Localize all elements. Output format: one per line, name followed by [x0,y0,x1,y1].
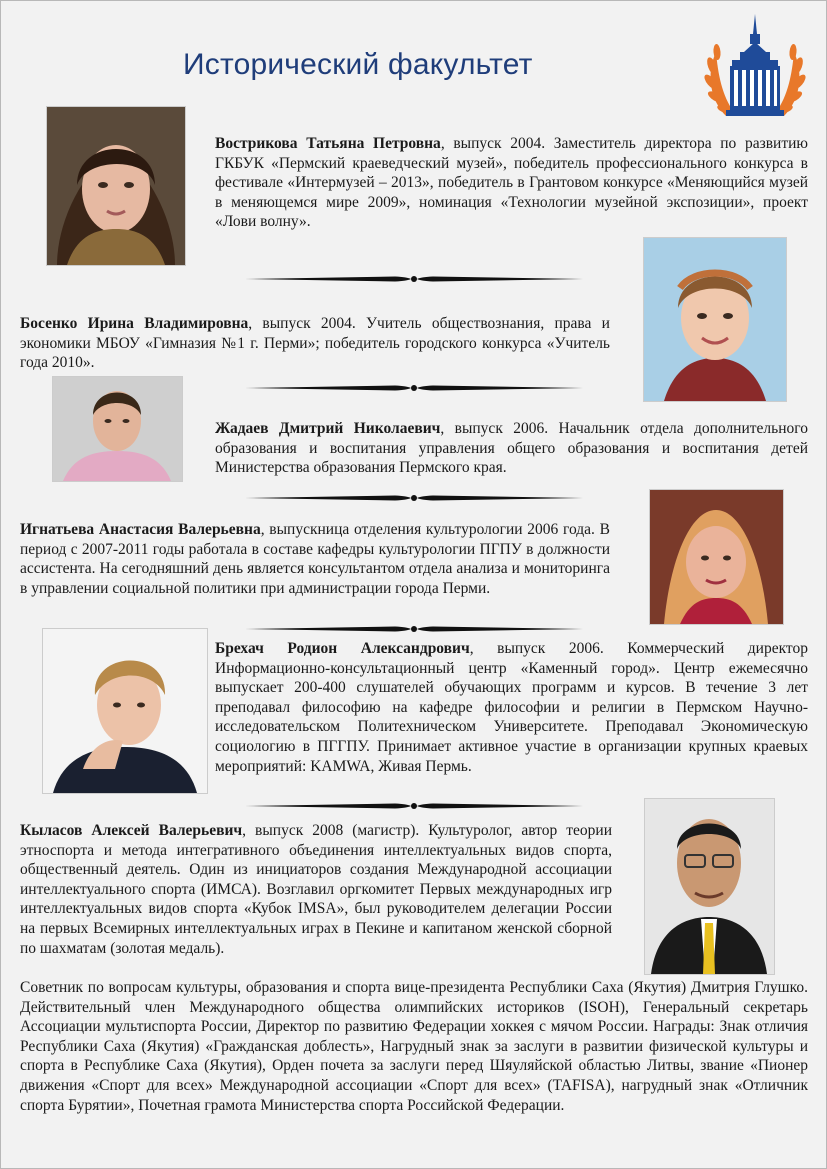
page-title: Исторический факультет [183,48,533,81]
bio-ignatieva [20,520,610,598]
photo-bosenko [643,237,787,402]
alumnus-name: Брехач Родион Александрович [215,640,470,657]
portrait-man-1-icon [53,377,182,481]
portrait-woman-3-icon [650,490,783,624]
ornament-divider [245,273,583,285]
photo-brekhach [42,628,208,794]
alumnus-text-continued: Советник по вопросам культуры, образования и спорта вице-президента Республики Саха (Якутия) Дмитрия Глушко. Действительный член Международного общества олимпийских историков (ISOH), Генеральный секретарь Ассоциации мультиспорта России, Директор по развитию Федерации хоккея с мячом России. Награды: Знак отличия Республики Саха (Якутия) «Гражданская доблесть», Нагрудный знак за заслуги в развитии физической культуры и спорта в Республике Саха (Якутия), Орден почета за заслуги перед Шяуляйской областью Литвы, звание «Пионер движения «Спорт для всех» Международной ассоциации «Спорт для всех» (TAFISA), нагрудный знак «Отличник спорта Бурятии», Почетная грамота Министерства спорта Российской Федерации. [20,979,808,1114]
ornament-divider [245,800,583,812]
alumnus-name: Игнатьева Анастасия Валерьевна [20,521,261,538]
alumnus-text: , выпуск 2006. Начальник отдела дополнительного образования и воспитания управления общего образования и воспитания детей Министерства образования Пермского края. [215,420,808,477]
alumnus-text: , выпуск 2004. Учитель обществознания, права и экономики МБОУ «Гимназия №1 г. Перми»; победитель городского конкурса «Учитель года 2010». [20,315,610,372]
ornament-divider [245,382,583,394]
photo-ignatieva [649,489,784,625]
bio-brekhach [215,639,808,776]
ornament-divider [245,623,583,635]
bio-bosenko [20,314,610,373]
ornament-divider [245,492,583,504]
alumnus-text: , выпуск 2006. Коммерческий директор Информационно-консультационный центр «Каменный город». Центр ежемесячно выпускает 200-400 слушателей обучающих программ и курсов. В течение 3 лет преподавал философию на кафедре философии и религии в Пермском Научно-исследовательском Политехническом Университете. Преподавал Экономическую социологию в ПГГПУ. Принимает активное участие в организации крупных краевых мероприятий: KAMWA, Живая Пермь. [215,640,808,775]
portrait-man-2-icon [43,629,207,793]
alumnus-name: Жадаев Дмитрий Николаевич [215,420,441,437]
alumnus-text: , выпуск 2008 (магистр). Культуролог, автор теории этноспорта и метода интегративного объединения интеллектуальных видов спорта, общественный деятель. Один из инициаторов создания Международной ассоциации интеллектуального спорта (ИМСА). Возглавил оргкомитет Первых международных игр интеллектуальных видов спорта «Кубок IMSA», был руководителем делегации России на первых Всемирных интеллектуальных играх в Пекине и капитаном женской сборной по шахматам (золотая медаль). [20,822,612,957]
bio-kylasov-continued [20,978,808,1115]
bio-vostrikova [215,134,808,232]
bio-kylasov [20,821,612,958]
portrait-man-3-icon [645,799,774,974]
photo-zhadaev [52,376,183,482]
alumnus-name: Кыласов Алексей Валерьевич [20,822,243,839]
photo-kylasov [644,798,775,975]
photo-vostrikova [46,106,186,266]
portrait-woman-1-icon [47,107,185,265]
bio-zhadaev [215,419,808,478]
alumnus-text: , выпускница отделения культурологии 2006 года. В период с 2007-2011 годы работала в составе кафедры культурологии ПГПУ в должности ассистента. На сегодняшний день является консультантом отдела анализа и мониторинга в управлении социальной политики при администрации города Перми. [20,521,610,597]
alumnus-name: Босенко Ирина Владимировна [20,315,249,332]
university-logo [704,12,806,128]
portrait-woman-2-icon [644,238,786,401]
alumnus-name: Вострикова Татьяна Петровна [215,135,441,152]
alumnus-text: , выпуск 2004. Заместитель директора по развитию ГКБУК «Пермский краеведческий музей», победитель профессионального конкурса в фестивале «Интермузей – 2013», победитель в Грантовом конкурсе «Меняющийся музей в меняющемся мире 2009», номинация «Технологии музейной экспозиции», проект «Лови волну». [215,135,808,231]
